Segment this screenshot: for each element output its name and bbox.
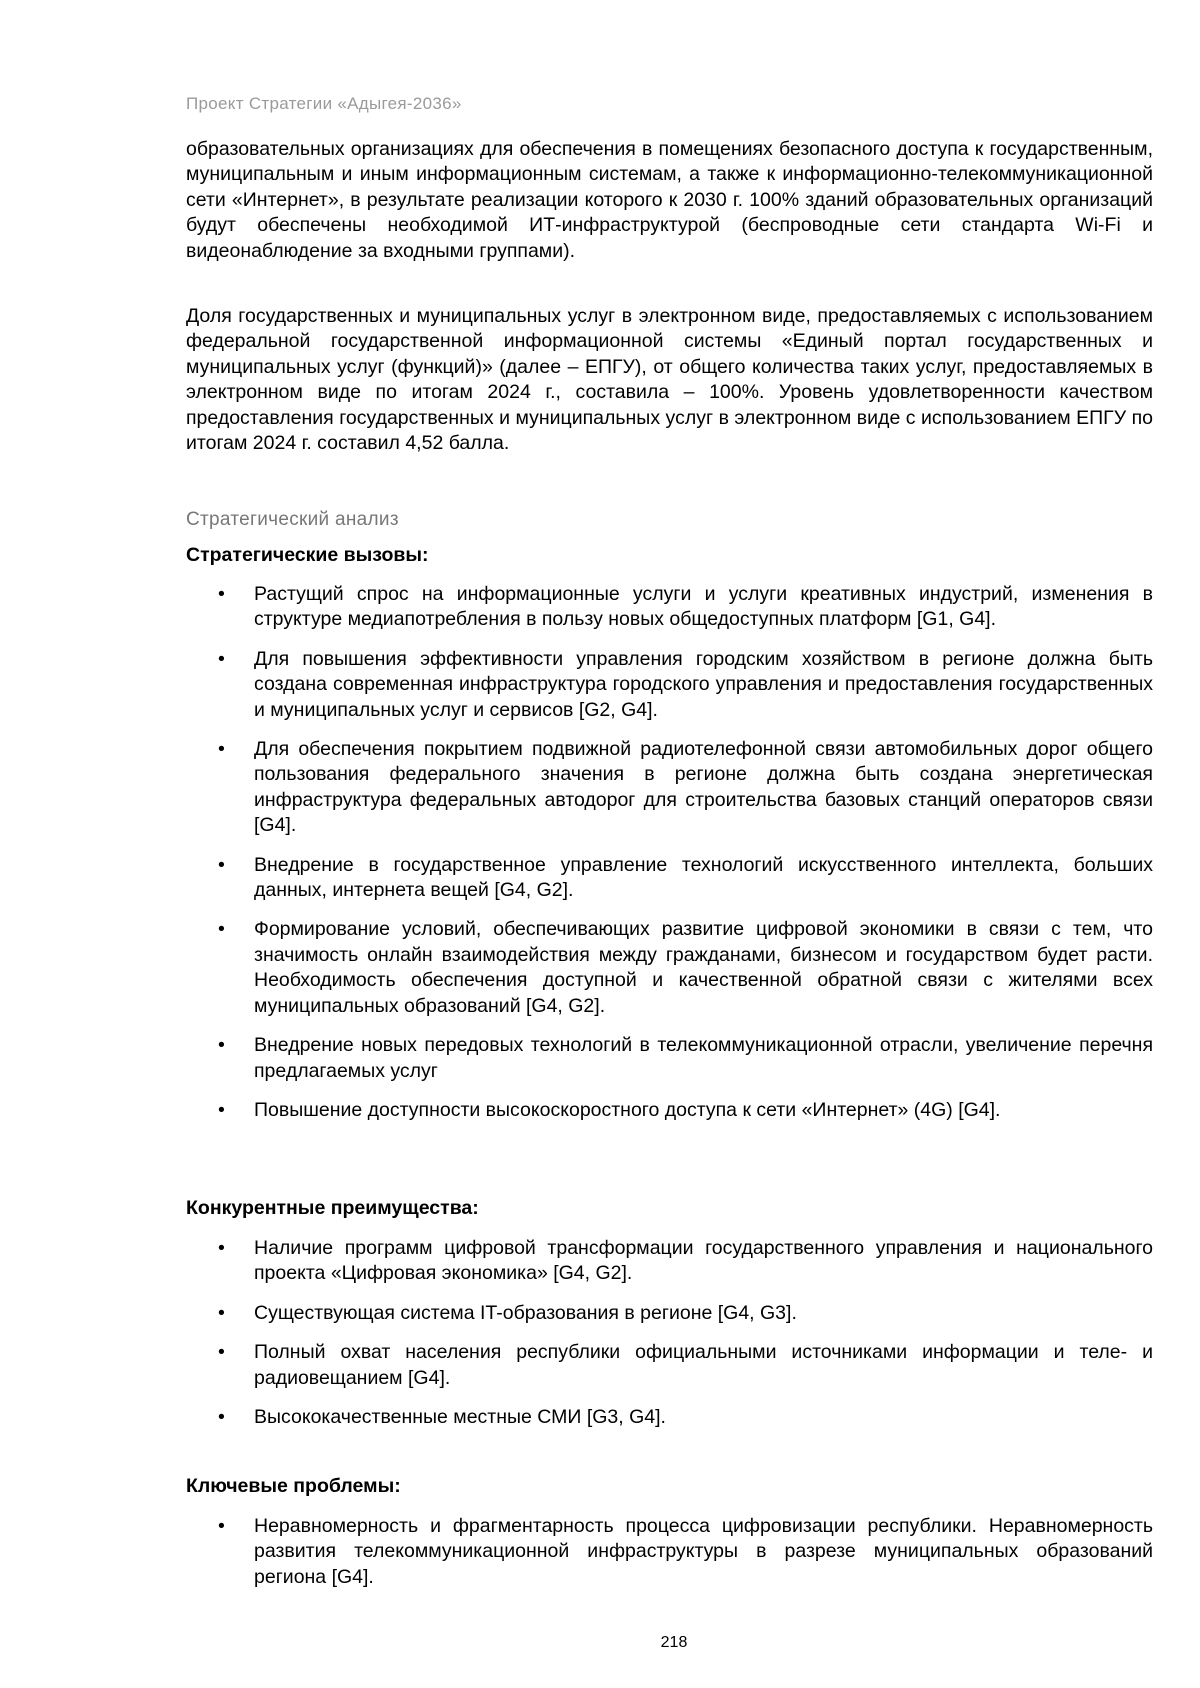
list-item <box>186 1340 1153 1391</box>
list-item-text: Повышение доступности высокоскоростного доступа к сети «Интернет» (4G) [G4]. <box>254 1098 1001 1121</box>
list-item-text: Для обеспечения покрытием подвижной радиотелефонной связи автомобильных дорог общего пользования федерального значения в регионе должна быть создана энергетическая инфраструктура федеральных автодорог для строительства базовых станций операторов связи [G4]. <box>254 738 1153 837</box>
list-item <box>186 917 1153 1019</box>
list-item-text: Внедрение в государственное управление технологий искусственного интеллекта, больших данных, интернета вещей [G4, G2]. <box>254 853 1153 902</box>
paragraph: образовательных организациях для обеспечения в помещениях безопасного доступа к государственным, муниципальным и иным информационным системам, а также к информационно-телекоммуникационной сети «Интернет», в результате реализации которого к 2030 г. 100% зданий образовательных организаций будут обеспечены необходимой ИТ-инфраструктурой (беспроводные сети стандарта Wi-Fi и видеонаблюдение за входными группами). <box>186 138 1153 262</box>
list-item-text: Внедрение новых передовых технологий в телекоммуникационной отрасли, увеличение перечня предлагаемых услуг <box>254 1034 1153 1082</box>
list-item <box>186 647 1153 723</box>
list-item-text: Наличие программ цифровой трансформации государственного управления и национального проекта «Цифровая экономика» [G4, G2]. <box>254 1237 1153 1285</box>
bullet-icon: • <box>218 918 225 941</box>
challenges-heading: Стратегические вызовы: <box>186 544 429 566</box>
bullet-icon: • <box>218 1098 225 1121</box>
list-item <box>186 1033 1153 1084</box>
paragraph: Доля государственных и муниципальных услуг в электронном виде, предоставляемых с использованием федеральной государственной информационной системы «Единый портал государственных и муниципальных услуг (функций)» (далее – ЕПГУ), от общего количества таких услуг, предоставляемых в электронном виде по итогам 2024 г., составила – 100%. Уровень удовлетворенности качеством предоставления государственных и муниципальных услуг в электронном виде с использованием ЕПГУ по итогам 2024 г. составил 4,52 балла. <box>186 305 1153 455</box>
bullet-icon: • <box>218 1034 225 1057</box>
bullet-icon: • <box>218 583 225 605</box>
bullet-icon: • <box>218 738 225 761</box>
list-item <box>186 1301 1153 1326</box>
list-item-text: Существующая система IT-образования в регионе [G4, G3]. <box>254 1301 797 1324</box>
bullet-icon: • <box>218 1237 225 1259</box>
list-item-text: Полный охват населения республики официальными источниками информации и теле- и радиовещанием [G4]. <box>254 1341 1153 1389</box>
list-item <box>186 1514 1153 1590</box>
list-item-text: Неравномерность и фрагментарность процесса цифровизации республики. Неравномерность развития телекоммуникационной инфраструктуры в разрезе муниципальных образований региона [G4]. <box>254 1515 1153 1588</box>
list-item-text: Растущий спрос на информационные услуги и услуги креативных индустрий, изменения в структуре медиапотребления в пользу новых общедоступных платформ [G1, G4]. <box>254 583 1153 631</box>
bullet-icon: • <box>218 1341 225 1364</box>
bullet-icon: • <box>218 647 225 670</box>
list-item <box>186 1405 1153 1430</box>
bullet-icon: • <box>218 1515 225 1537</box>
challenges-list <box>186 582 1153 1137</box>
bullet-icon: • <box>218 853 225 876</box>
section-title: Стратегический анализ <box>186 509 399 530</box>
bullet-icon: • <box>218 1301 225 1324</box>
list-item-text: Формирование условий, обеспечивающих развитие цифровой экономики в связи с тем, что значимость онлайн взаимодействия между гражданами, бизнесом и государством будет расти. Необходимость обеспечения доступной и качественной обратной связи с жителями всех муниципальных образований [G4, G2]. <box>254 918 1153 1017</box>
advantages-heading: Конкурентные преимущества: <box>186 1197 479 1219</box>
problems-heading: Ключевые проблемы: <box>186 1475 401 1497</box>
advantages-list <box>186 1236 1153 1444</box>
running-header: Проект Стратегии «Адыгея-2036» <box>186 94 462 113</box>
list-item-text: Для повышения эффективности управления городским хозяйством в регионе должна быть создана современная инфраструктура городского управления и предоставления государственных и муниципальных услуг и сервисов [G2, G4]. <box>254 647 1153 721</box>
problems-list <box>186 1514 1153 1604</box>
list-item <box>186 1236 1153 1287</box>
list-item <box>186 582 1153 633</box>
page-number: 218 <box>660 1634 688 1651</box>
list-item-text: Высококачественные местные СМИ [G3, G4]. <box>254 1406 666 1429</box>
list-item <box>186 853 1153 904</box>
list-item <box>186 1098 1153 1123</box>
bullet-icon: • <box>218 1406 225 1429</box>
list-item <box>186 737 1153 839</box>
